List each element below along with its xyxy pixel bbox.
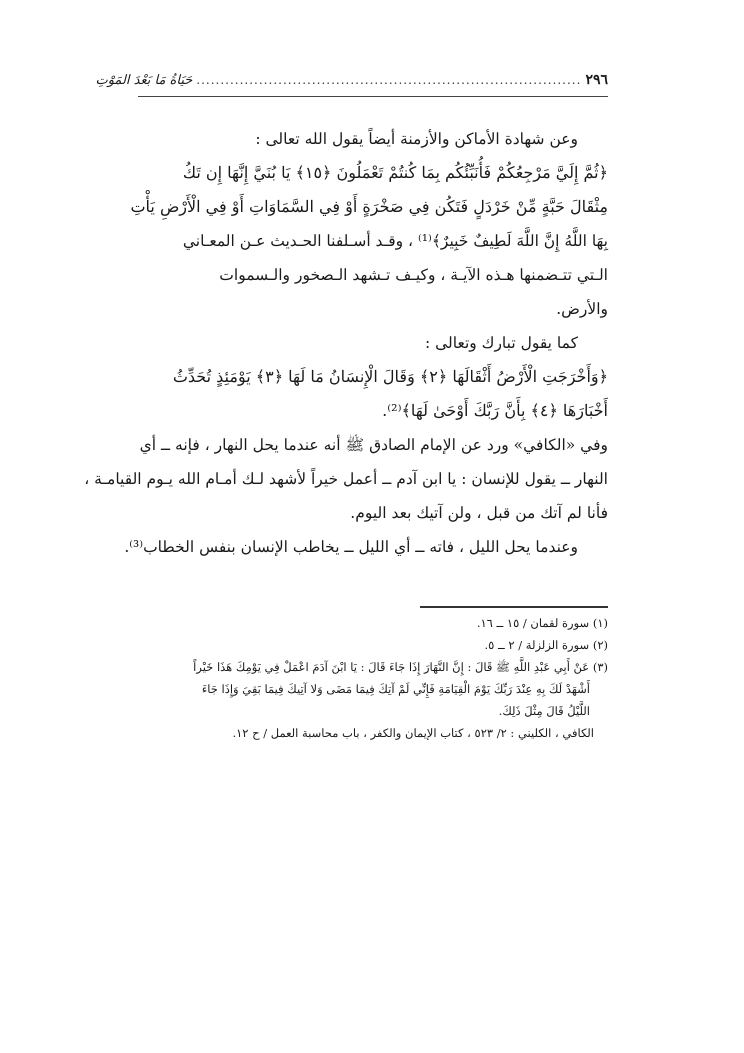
quran-verse-line: مِثْقَالَ حَبَّةٍ مِّنْ خَرْدَلٍ فَتَكُن فِي صَخْرَةٍ أَوْ فِي السَّمَاوَاتِ أَوْ فِي الْأَرْضِ يَأْتِ xyxy=(130,197,608,216)
body-line: والأرض. xyxy=(556,300,608,318)
footnote-separator xyxy=(420,606,608,608)
body-line: فأنا لم آتك من قبل ، ولن آتيك بعد اليوم. xyxy=(350,504,608,522)
page-header xyxy=(95,72,608,96)
header-rule xyxy=(138,96,608,97)
body-line: وعن شهادة الأماكن والأزمنة أيضاً يقول الله تعالى : xyxy=(255,130,578,148)
footnote: (٣) عَنْ أَبِي عَبْدِ اللَّهِ ﷺ قَالَ : إِنَّ النَّهَارَ إِذَا جَاءَ قَالَ : يَا ابْنَ آدَمَ اعْمَلْ فِي يَوْمِكَ هَذَا خَيْراً xyxy=(193,660,608,674)
main-text xyxy=(84,122,608,564)
page-number: ٢٩٦ xyxy=(585,72,608,88)
footnotes xyxy=(138,612,608,744)
footnote-continuation: اللَّيْلُ قَالَ مِثْلَ ذَلِكَ. xyxy=(498,704,590,718)
body-line: الـتي تتـضمنها هـذه الآيـة ، وكيـف تـشهد الـصخور والـسموات xyxy=(219,266,608,284)
footnote-source: الكافي ، الكليني : ٢/ ٥٢٣ ، كتاب الإيمان والكفر ، باب محاسبة العمل / ح ١٢. xyxy=(232,726,594,740)
body-line: وفي «الكافي» ورد عن الإمام الصادق ﷺ أنه عندما يحل النهار ، فإنه ــ أي xyxy=(139,436,608,454)
running-title: حَيَاةُ مَا بَعْدَ المَوْتِ xyxy=(95,73,193,88)
body-line: بِهَا اللَّهُ إِنَّ اللَّهَ لَطِيفٌ خَبِيرٌ﴾⁽¹⁾ ، وقـد أسـلفنا الحـديث عـن المعـاني xyxy=(182,232,608,250)
footnote: (١) سورة لقمان / ١٥ ــ ١٦. xyxy=(476,616,608,630)
quran-verse-line: ﴿وَأَخْرَجَتِ الْأَرْضُ أَثْقَالَهَا ﴿٢﴾ وَقَالَ الْإِنسَانُ مَا لَهَا ﴿٣﴾ يَوْمَئِذٍ تُحَدِّثُ xyxy=(172,367,608,386)
footnote: (٢) سورة الزلزلة / ٢ ــ ٥. xyxy=(484,638,608,652)
quran-verse-line: ﴿ثُمَّ إِلَيَّ مَرْجِعُكُمْ فَأُنَبِّئُكُم بِمَا كُنتُمْ تَعْمَلُونَ ﴿١٥﴾ يَا بُنَيَّ إِنَّهَا إِن تَكُ xyxy=(182,163,608,182)
body-line: كما يقول تبارك وتعالى : xyxy=(424,334,578,352)
body-line: النهار ــ يقول للإنسان : يا ابن آدم ــ أعمل خيراً لأشهد لـك أمـام الله يـوم القيامـة ، xyxy=(84,470,608,488)
quran-verse-line: أَخْبَارَهَا ﴿٤﴾ بِأَنَّ رَبَّكَ أَوْحَىٰ لَهَا﴾⁽²⁾. xyxy=(382,401,608,420)
footnote-continuation: أَشْهَدْ لَكَ بِهِ عِنْدَ رَبِّكَ يَوْمَ الْقِيَامَةِ فَإِنِّي لَمْ آتِكَ فِيمَا مَضَى وَلا آتِيكَ فِيمَا بَقِيَ وَإِذَا جَاءَ xyxy=(201,682,590,696)
header-leader-dots: ................................................................................ xyxy=(196,73,582,87)
body-line: وعندما يحل الليل ، فاته ــ أي الليل ــ يخاطب الإنسان بنفس الخطاب⁽³⁾. xyxy=(124,538,578,556)
